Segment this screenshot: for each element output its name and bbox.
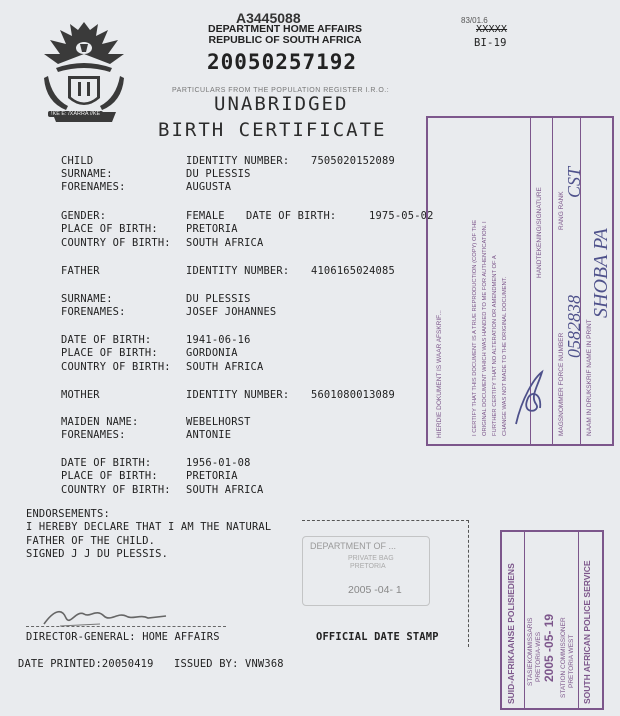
cert-rank: CST (564, 166, 584, 198)
cert-english-line-3: FURTHER CERTIFY THAT NO ALTERATION OR AMENDMENT OF A (492, 255, 498, 436)
child-surname: DU PLESSIS (186, 168, 251, 180)
department-name: DEPARTMENT HOME AFFAIRS (208, 23, 362, 35)
endorsement-line-2: FATHER OF THE CHILD. (26, 535, 156, 547)
mother-country: SOUTH AFRICA (186, 484, 264, 496)
mother-forenames-label: FORENAMES: (61, 429, 126, 441)
child-id-number: 7505020152089 (311, 155, 395, 167)
cert-force-label: MAGSNOMMER FORCE NUMBER (558, 332, 565, 436)
date-stamp-line-1: DEPARTMENT OF ... (310, 541, 397, 551)
police-stamp-line-2: STASIEKOMMISSARIS (527, 617, 534, 686)
form-code-box: XXXXX (476, 24, 508, 35)
child-gender: FEMALE (186, 210, 225, 222)
father-place: GORDONIA (186, 347, 238, 359)
cert-officer-signature (512, 368, 548, 432)
police-stamp-inner-divider (524, 532, 525, 708)
date-stamp-line-2: PRIVATE BAG (348, 555, 394, 562)
mother-id-number: 5601080013089 (311, 389, 395, 401)
mother-maiden-label: MAIDEN NAME: (61, 416, 139, 428)
father-dob-label: DATE OF BIRTH: (61, 334, 152, 346)
child-gender-label: GENDER: (61, 210, 107, 222)
police-stamp-date: 2005 -05- 19 (542, 613, 556, 682)
mother-place: PRETORIA (186, 470, 238, 482)
mother-section-label: MOTHER (61, 389, 100, 401)
child-place-label: PLACE OF BIRTH: (61, 223, 158, 235)
cert-english-line-2: ORIGINAL DOCUMENT WHICH WAS HANDED TO ME FOR AUTHENTICATION. I (482, 221, 488, 436)
child-surname-label: SURNAME: (61, 168, 113, 180)
cert-english-line-4: CHANGE WAS NOT MADE TO THE ORIGINAL DOCUMENT. (502, 276, 508, 436)
director-general-label: DIRECTOR-GENERAL: HOME AFFAIRS (26, 631, 220, 643)
police-stamp-line-5: PRETORIA WEST (568, 634, 575, 688)
mother-maiden-name: WEBELHORST (186, 416, 251, 428)
mother-dob-label: DATE OF BIRTH: (61, 457, 152, 469)
child-section-label: CHILD (61, 155, 94, 167)
director-signature-line (26, 626, 226, 627)
police-stamp-line-3: PRETORIA-WES (535, 631, 542, 682)
police-stamp (500, 530, 604, 710)
form-code: BI-19 (474, 37, 507, 49)
director-signature (40, 604, 180, 634)
issued-by: ISSUED BY: VNW368 (174, 658, 284, 670)
cert-name: SHOBA PA (590, 228, 612, 318)
father-id-number: 4106165024085 (311, 265, 395, 277)
cert-force-number: 0582838 (564, 295, 584, 358)
father-country-label: COUNTRY OF BIRTH: (61, 361, 171, 373)
cert-name-label: NAAM IN DRUKSKRIF NAME IN PRINT (586, 319, 593, 436)
police-stamp-line-6: SOUTH AFRICAN POLICE SERVICE (582, 560, 592, 704)
father-forenames: JOSEF JOHANNES (186, 306, 277, 318)
form-code-top: 83/01.6 (461, 16, 488, 25)
child-country-label: COUNTRY OF BIRTH: (61, 237, 171, 249)
father-section-label: FATHER (61, 265, 100, 277)
father-place-label: PLACE OF BIRTH: (61, 347, 158, 359)
cert-signature-label: HANDTEKENING/SIGNATURE (536, 187, 543, 278)
mother-forenames: ANTONIE (186, 429, 232, 441)
title-unabridged: UNABRIDGED (214, 93, 349, 115)
child-id-label: IDENTITY NUMBER: (186, 155, 290, 167)
police-stamp-inner-divider-2 (578, 532, 579, 708)
father-forenames-label: FORENAMES: (61, 306, 126, 318)
serial-number: A3445088 (236, 10, 301, 26)
date-printed: DATE PRINTED:20050419 (18, 658, 154, 670)
police-stamp-line-1: SUID-AFRIKAANSE POLISIEDIENS (506, 563, 516, 704)
title-birth-certificate: BIRTH CERTIFICATE (158, 119, 387, 141)
mother-country-label: COUNTRY OF BIRTH: (61, 484, 171, 496)
mother-id-label: IDENTITY NUMBER: (186, 389, 290, 401)
mother-place-label: PLACE OF BIRTH: (61, 470, 158, 482)
father-country: SOUTH AFRICA (186, 361, 264, 373)
child-country: SOUTH AFRICA (186, 237, 264, 249)
republic-name: REPUBLIC OF SOUTH AFRICA (208, 34, 362, 46)
child-dob: 1975-05-02 (369, 210, 434, 222)
certification-stamp (426, 116, 614, 446)
cert-rank-label: RANG RANK (558, 191, 565, 230)
police-stamp-line-4: STATION COMMISSIONER (560, 617, 567, 698)
father-id-label: IDENTITY NUMBER: (186, 265, 290, 277)
certification-stamp-divider-2 (552, 118, 553, 444)
date-stamp-line-3: PRETORIA (350, 563, 386, 570)
cert-english-line-1: I CERTIFY THAT THIS DOCUMENT IS A TRUE REPRODUCTION (COPY) OF THE (472, 219, 478, 436)
endorsement-line-3: SIGNED J J DU PLESSIS. (26, 548, 169, 560)
father-dob: 1941-06-16 (186, 334, 251, 346)
father-surname-label: SURNAME: (61, 293, 113, 305)
mother-dob: 1956-01-08 (186, 457, 251, 469)
reference-number: 20050257192 (207, 50, 358, 74)
endorsement-line-1: I HEREBY DECLARE THAT I AM THE NATURAL (26, 521, 272, 533)
child-place: PRETORIA (186, 223, 238, 235)
crest-motto: !KE E: /XARRA //KE (48, 111, 103, 117)
official-date-stamp-label: OFFICIAL DATE STAMP (316, 631, 439, 643)
particulars-line: PARTICULARS FROM THE POPULATION REGISTER I.R.O.: (172, 87, 390, 94)
child-forenames: AUGUSTA (186, 181, 232, 193)
father-surname: DU PLESSIS (186, 293, 251, 305)
cert-afrikaans-text: HIERDIE DOKUMENT IS WAAR AFSKRIF... (436, 310, 443, 438)
child-dob-label: DATE OF BIRTH: (246, 210, 337, 222)
date-stamp-date: 2005 -04- 1 (348, 584, 402, 596)
child-forenames-label: FORENAMES: (61, 181, 126, 193)
endorsements-label: ENDORSEMENTS: (26, 508, 110, 520)
